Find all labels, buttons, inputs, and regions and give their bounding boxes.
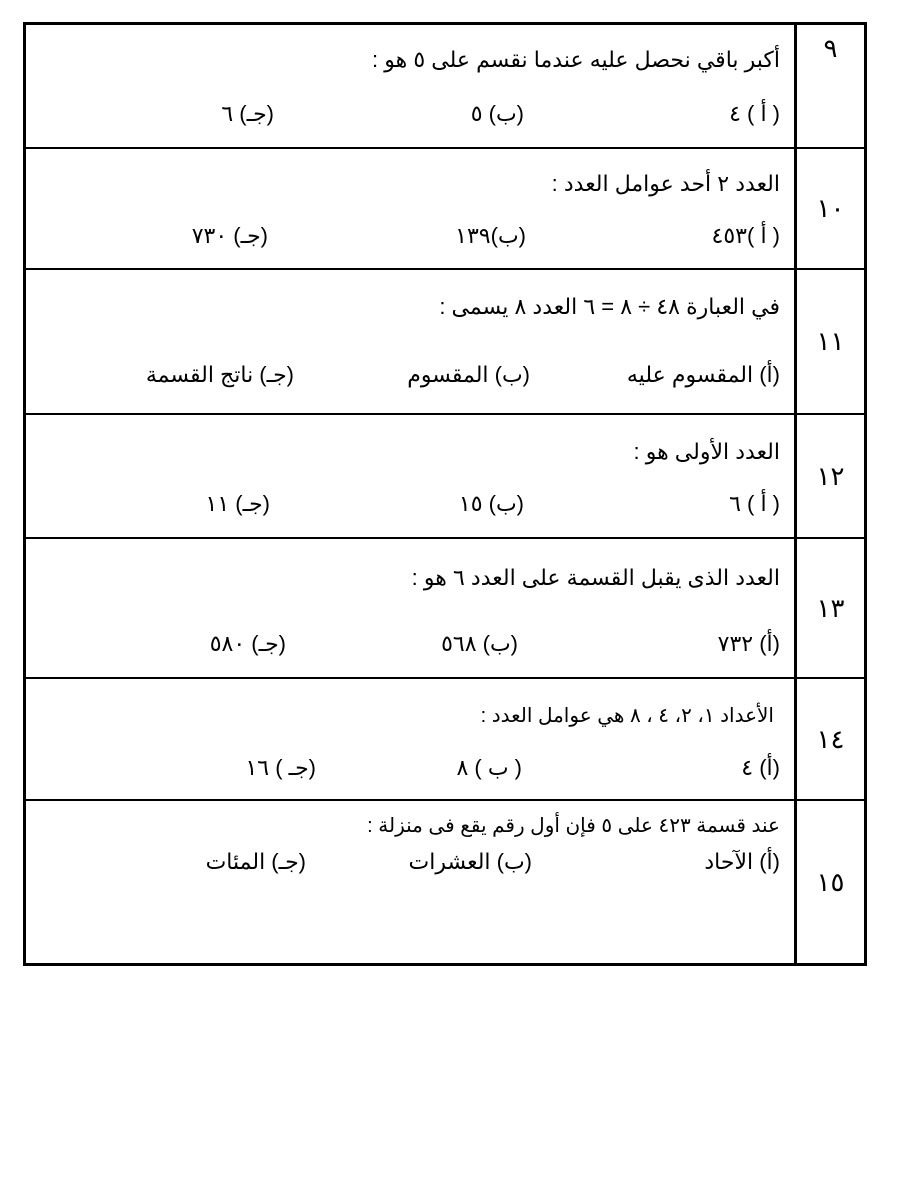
option-c: (جـ) ٦ (221, 101, 274, 126)
question-row-11 (26, 270, 864, 415)
option-c: (جـ) ٧٣٠ (191, 223, 268, 248)
question-number: ١١ (794, 270, 864, 413)
question-text: الأعداد ١، ٢، ٤ ، ٨ هي عوامل العدد : (480, 705, 774, 727)
option-b: (ب) ١٥ (458, 491, 524, 516)
question-number: ١٠ (794, 149, 864, 268)
option-a: (أ) ٧٣٢ (717, 631, 780, 656)
question-text: في العبارة ٤٨ ÷ ٨ = ٦ العدد ٨ يسمى : (439, 294, 780, 319)
question-text: العدد ٢ أحد عوامل العدد : (551, 171, 780, 196)
question-content (26, 25, 794, 147)
question-row-15 (26, 801, 864, 963)
option-a: (أ) ٤ (741, 755, 780, 780)
option-b: (ب) ٥٦٨ (441, 631, 518, 656)
question-number: ١٢ (794, 415, 864, 537)
question-text: العدد الذى يقبل القسمة على العدد ٦ هو : (411, 565, 780, 590)
question-row-9 (26, 25, 864, 149)
question-content (26, 415, 794, 537)
question-number: ١٥ (794, 801, 864, 963)
option-c: (جـ) ناتج القسمة (145, 362, 294, 387)
question-text: عند قسمة ٤٢٣ على ٥ فإن أول رقم يقع فى منزلة : (367, 815, 780, 837)
option-c: (جـ ) ١٦ (245, 755, 316, 780)
option-a: ( أ ) ٦ (729, 491, 780, 516)
option-b: (ب) العشرات (408, 849, 532, 874)
option-a: (أ) المقسوم عليه (626, 362, 780, 387)
option-a: (أ) الآحاد (704, 849, 780, 874)
option-a: ( أ ) ٤ (729, 101, 780, 126)
question-row-14 (26, 679, 864, 801)
question-content (26, 801, 794, 963)
option-c: (جـ) ٥٨٠ (209, 631, 286, 656)
question-content (26, 539, 794, 677)
option-a: ( أ )٤٥٣ (711, 223, 780, 248)
questions-table (23, 22, 867, 966)
question-content (26, 149, 794, 268)
option-c: (جـ) المئات (205, 849, 306, 874)
question-number: ٩ (794, 25, 864, 147)
question-row-10 (26, 149, 864, 270)
option-b: (ب) المقسوم (407, 362, 530, 387)
question-content (26, 270, 794, 413)
question-content (26, 679, 794, 799)
option-b: (ب)١٣٩ (455, 223, 526, 248)
option-c: (جـ) ١١ (205, 491, 270, 516)
question-text: العدد الأولى هو : (633, 439, 780, 464)
question-row-12 (26, 415, 864, 539)
question-number: ١٤ (794, 679, 864, 799)
option-b: ( ب ) ٨ (456, 755, 522, 780)
question-text: أكبر باقي نحصل عليه عندما نقسم على ٥ هو : (372, 47, 780, 72)
question-row-13 (26, 539, 864, 679)
question-number: ١٣ (794, 539, 864, 677)
option-b: (ب) ٥ (470, 101, 524, 126)
